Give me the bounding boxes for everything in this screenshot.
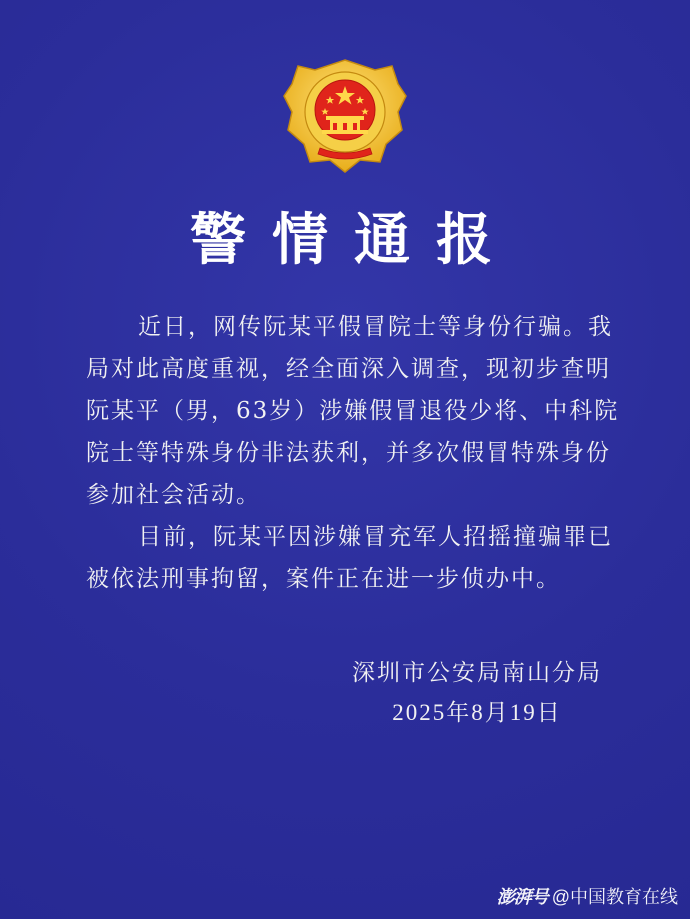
notice-title: 警情通报: [190, 207, 518, 273]
police-emblem-icon: [280, 56, 410, 176]
signature-block: [352, 653, 602, 733]
paragraph-1-line: 阮某平（男，63岁）涉嫌假冒退役少将、中科院: [86, 398, 620, 424]
paragraph-1-line: 院士等特殊身份非法获利，并多次假冒特殊身份: [86, 440, 611, 466]
paragraph-1-line: 近日，网传阮某平假冒院士等身份行骗。我: [138, 314, 613, 340]
paragraph-2-line: 被依法刑事拘留，案件正在进一步侦办中。: [86, 566, 561, 592]
notice-body: [86, 306, 620, 600]
paragraph-2-line: 目前，阮某平因涉嫌冒充军人招摇撞骗罪已: [138, 524, 613, 550]
source-watermark: [497, 883, 678, 909]
watermark-brand: 澎湃号: [496, 887, 548, 907]
watermark-handle: @中国教育在线: [551, 887, 678, 907]
issuing-organization: 深圳市公安局南山分局: [352, 660, 602, 686]
issue-date: 2025年8月19日: [392, 700, 562, 725]
paragraph-1-line: 参加社会活动。: [86, 482, 261, 508]
paragraph-1-line: 局对此高度重视，经全面深入调查，现初步查明: [86, 356, 611, 382]
